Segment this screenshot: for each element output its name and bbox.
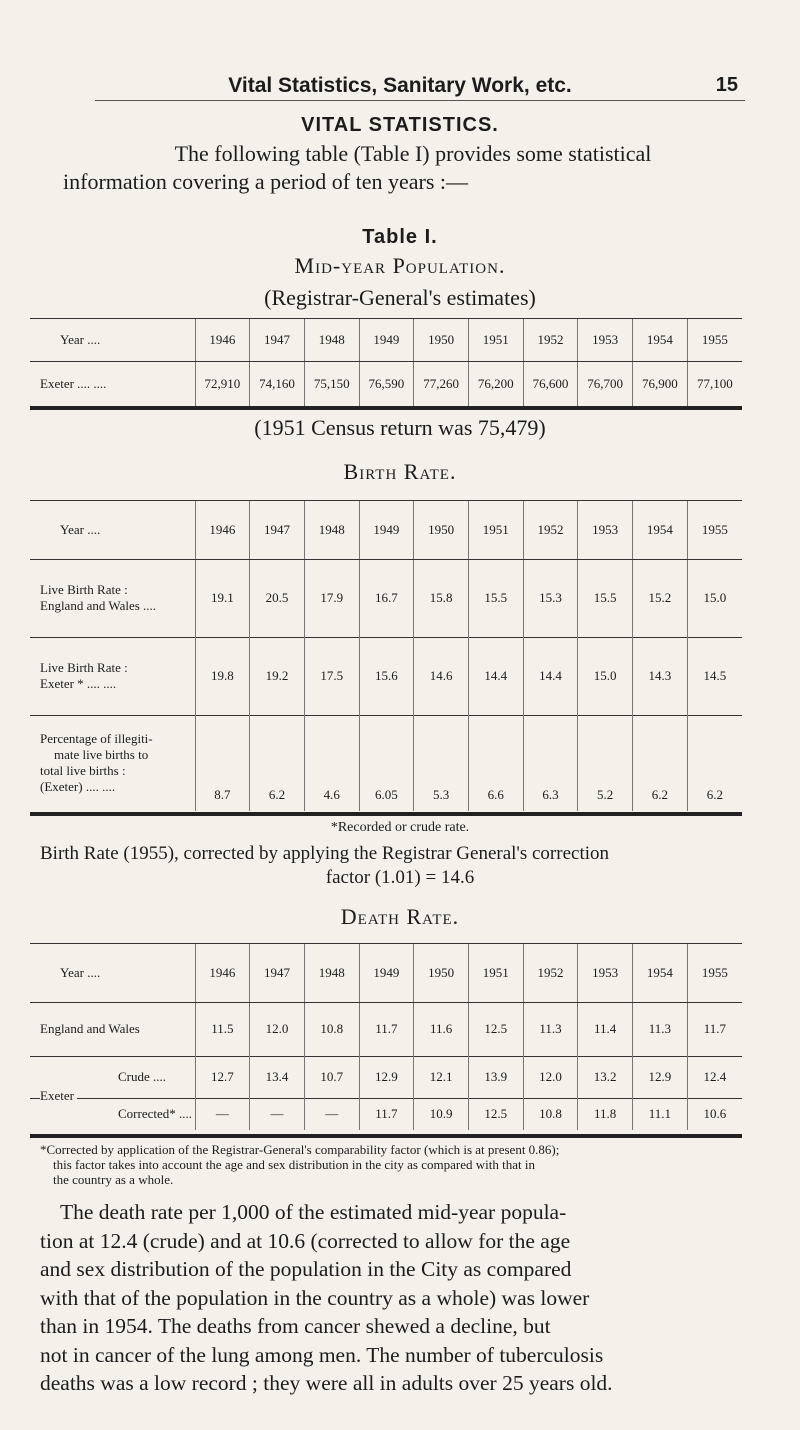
table-cell: —	[195, 1098, 250, 1130]
header-cell: 1952	[523, 319, 578, 361]
header-cell: 1955	[687, 319, 742, 361]
header-cell: 1952	[523, 944, 578, 1002]
table-cell: 11.8	[578, 1098, 633, 1130]
table-cell: 75,150	[304, 361, 359, 407]
closing-line: and sex distribution of the population in the City as compared	[40, 1257, 572, 1281]
header-cell: 1953	[578, 944, 633, 1002]
row-label	[30, 715, 195, 811]
table-cell: 15.5	[578, 559, 633, 637]
table-cell: 77,100	[687, 361, 742, 407]
table-row	[30, 1056, 742, 1098]
table-cell: 12.7	[195, 1056, 250, 1098]
header-cell: 1946	[195, 501, 250, 559]
table-cell: 6.2	[687, 715, 742, 811]
table-rule	[30, 812, 742, 816]
closing-line: The death rate per 1,000 of the estimated mid-year popula-	[60, 1200, 567, 1224]
row-label-line: Exeter * .... ....	[40, 676, 117, 691]
exeter-group-label: Exeter	[40, 1088, 77, 1104]
row-label-line: mate live births to	[54, 747, 149, 763]
closing-line: with that of the population in the country as a whole) was lower	[40, 1285, 590, 1310]
table-cell: 11.7	[359, 1098, 414, 1130]
table-cell: 14.4	[523, 637, 578, 715]
closing-paragraph	[40, 1198, 760, 1398]
table-cell: 15.3	[523, 559, 578, 637]
table-title: Mid-year Population.	[294, 253, 506, 278]
table-cell: 11.7	[687, 1002, 742, 1056]
table-cell: 76,900	[633, 361, 688, 407]
header-cell: 1951	[468, 319, 523, 361]
header-cell: 1952	[523, 501, 578, 559]
table-cell: 19.1	[195, 559, 250, 637]
closing-line: tion at 12.4 (crude) and at 10.6 (corrected to allow for the age	[40, 1228, 571, 1253]
table-cell: 17.9	[304, 559, 359, 637]
birth-footnote: *Recorded or crude rate.	[330, 820, 470, 835]
table-cell: 19.8	[195, 637, 250, 715]
header-cell: 1955	[687, 501, 742, 559]
table-cell: 11.3	[523, 1002, 578, 1056]
section-heading: VITAL STATISTICS.	[301, 114, 499, 136]
table-cell: 6.2	[633, 715, 688, 811]
table-rule	[30, 406, 742, 410]
header-cell: 1947	[250, 944, 305, 1002]
header-cell: 1948	[304, 944, 359, 1002]
header-cell: 1954	[633, 319, 688, 361]
table-cell: 14.6	[414, 637, 469, 715]
table-cell: 15.2	[633, 559, 688, 637]
header-rule	[95, 100, 745, 101]
table-cell: 14.4	[468, 637, 523, 715]
death-rate-table	[30, 944, 742, 1130]
table-cell: 13.2	[578, 1056, 633, 1098]
table-cell: 12.1	[414, 1056, 469, 1098]
header-cell: 1950	[414, 501, 469, 559]
page-number: 15	[715, 74, 738, 96]
table-cell: 20.5	[250, 559, 305, 637]
table-cell: 76,600	[523, 361, 578, 407]
header-cell: 1947	[250, 319, 305, 361]
table-row	[30, 559, 742, 637]
table-cell: 14.5	[687, 637, 742, 715]
table-subtitle: (Registrar-General's estimates)	[264, 285, 536, 310]
table-cell: 6.05	[359, 715, 414, 811]
table-cell: 14.3	[633, 637, 688, 715]
table-cell: 77,260	[414, 361, 469, 407]
header-cell: 1953	[578, 501, 633, 559]
row-label-line: Live Birth Rate :	[40, 660, 128, 675]
census-note: (1951 Census return was 75,479)	[254, 415, 546, 440]
closing-line: deaths was a low record ; they were all in adults over 25 years old.	[40, 1371, 613, 1395]
death-header-row	[30, 944, 742, 1002]
closing-line: than in 1954. The deaths from cancer shewed a decline, but	[40, 1314, 551, 1338]
table-cell: 11.4	[578, 1002, 633, 1056]
population-header-row	[30, 319, 742, 361]
table-cell: 11.1	[633, 1098, 688, 1130]
footnote-line: this factor takes into account the age and sex distribution in the city as compared with that in	[53, 1157, 535, 1172]
row-label	[30, 637, 195, 715]
row-label-line: total live births :	[40, 763, 126, 779]
header-cell: 1948	[304, 501, 359, 559]
header-cell: Year ....	[30, 501, 195, 559]
header-cell: 1948	[304, 319, 359, 361]
correction-line: factor (1.01) = 14.6	[325, 867, 475, 888]
table-cell: 12.0	[250, 1002, 305, 1056]
birth-rate-title: Birth Rate.	[343, 459, 457, 484]
table-cell: 12.5	[468, 1002, 523, 1056]
table-cell: 10.8	[523, 1098, 578, 1130]
header-cell: Year ....	[30, 944, 195, 1002]
row-label-line: (Exeter) .... ....	[40, 779, 116, 795]
table-cell: 6.3	[523, 715, 578, 811]
table-cell: 17.5	[304, 637, 359, 715]
header-cell: Year ....	[30, 319, 195, 361]
table-cell: 4.6	[304, 715, 359, 811]
table-cell: 12.9	[359, 1056, 414, 1098]
table-cell: 76,590	[359, 361, 414, 407]
table-cell: 10.6	[687, 1098, 742, 1130]
table-cell: 15.8	[414, 559, 469, 637]
death-rate-title: Death Rate.	[340, 904, 460, 929]
intro-paragraph	[63, 140, 763, 196]
population-table	[30, 319, 742, 407]
table-row	[30, 1098, 742, 1130]
running-title: Vital Statistics, Sanitary Work, etc.	[228, 74, 572, 97]
header-cell: 1950	[414, 944, 469, 1002]
table-cell: 5.2	[578, 715, 633, 811]
header-cell: 1953	[578, 319, 633, 361]
row-label: England and Wales	[40, 1021, 140, 1036]
row-label-line: England and Wales ....	[40, 598, 157, 613]
birth-header-row	[30, 501, 742, 559]
table-cell: 6.6	[468, 715, 523, 811]
row-label	[30, 559, 195, 637]
table-cell: 8.7	[195, 715, 250, 811]
table-cell: 10.8	[304, 1002, 359, 1056]
footnote-line: the country as a whole.	[53, 1172, 174, 1187]
death-footnote	[40, 1142, 750, 1187]
table-cell: 19.2	[250, 637, 305, 715]
header-cell: 1954	[633, 501, 688, 559]
row-label: Corrected* ....	[118, 1106, 193, 1122]
table-cell: 12.0	[523, 1056, 578, 1098]
table-row	[30, 361, 742, 407]
table-cell: 12.5	[468, 1098, 523, 1130]
row-label-line: Live Birth Rate :	[40, 582, 128, 597]
closing-line: not in cancer of the lung among men. The number of tuberculosis	[40, 1342, 604, 1367]
header-cell: 1951	[468, 501, 523, 559]
table-cell: 72,910	[195, 361, 250, 407]
table-cell: 76,700	[578, 361, 633, 407]
header-cell: 1946	[195, 944, 250, 1002]
header-cell: 1954	[633, 944, 688, 1002]
table-label: Table I.	[362, 226, 438, 248]
table-cell: 10.9	[414, 1098, 469, 1130]
header-cell: 1949	[359, 319, 414, 361]
footnote-line: *Corrected by application of the Registrar-General's comparability factor (which is at present 0.86);	[40, 1142, 560, 1157]
table-cell: —	[250, 1098, 305, 1130]
table-cell: 13.9	[468, 1056, 523, 1098]
table-rule	[30, 1134, 742, 1138]
table-cell: 11.3	[633, 1002, 688, 1056]
table-cell: 13.4	[250, 1056, 305, 1098]
birth-rate-table	[30, 501, 742, 811]
table-cell: 15.0	[687, 559, 742, 637]
table-cell: 12.4	[687, 1056, 742, 1098]
table-cell: 11.7	[359, 1002, 414, 1056]
intro-line: information covering a period of ten years :—	[63, 169, 469, 194]
table-cell: 10.7	[304, 1056, 359, 1098]
header-cell: 1955	[687, 944, 742, 1002]
header-cell: 1951	[468, 944, 523, 1002]
header-cell: 1949	[359, 944, 414, 1002]
table-cell: 6.2	[250, 715, 305, 811]
table-cell: 76,200	[468, 361, 523, 407]
table-cell: 74,160	[250, 361, 305, 407]
table-cell: 12.9	[633, 1056, 688, 1098]
correction-line: Birth Rate (1955), corrected by applying the Registrar General's correction	[40, 843, 609, 864]
birth-correction	[40, 842, 760, 890]
row-label-line: Percentage of illegiti-	[40, 731, 153, 747]
row-label: Crude ....	[118, 1069, 167, 1084]
table-row	[30, 637, 742, 715]
table-row	[30, 715, 742, 811]
table-cell: 15.6	[359, 637, 414, 715]
table-cell: 16.7	[359, 559, 414, 637]
table-cell: 15.5	[468, 559, 523, 637]
table-cell: 11.5	[195, 1002, 250, 1056]
table-cell: 5.3	[414, 715, 469, 811]
header-cell: 1947	[250, 501, 305, 559]
table-cell: —	[304, 1098, 359, 1130]
table-row	[30, 1002, 742, 1056]
header-cell: 1949	[359, 501, 414, 559]
header-cell: 1950	[414, 319, 469, 361]
header-cell: 1946	[195, 319, 250, 361]
intro-line: The following table (Table I) provides some statistical	[174, 141, 652, 166]
table-cell: 11.6	[414, 1002, 469, 1056]
row-label: Exeter .... ....	[40, 376, 107, 392]
table-cell: 15.0	[578, 637, 633, 715]
